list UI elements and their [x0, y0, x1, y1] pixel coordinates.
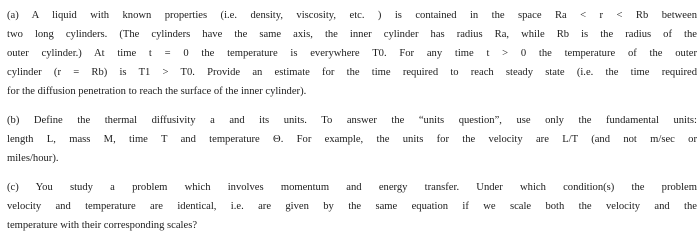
- part-c-paragraph: [7, 178, 697, 235]
- part-a-line: for the diffusion penetration to reach the surface of the inner cylinder).: [7, 86, 307, 97]
- problem-text: [7, 6, 697, 235]
- part-b-line: miles/hour).: [7, 153, 59, 164]
- part-a-line: outer cylinder.) At time t = 0 the temperature is everywhere T0. For any time t > 0 the temperature of the outer: [7, 48, 697, 59]
- part-c-line: (c) You study a problem which involves momentum and energy transfer. Under which condition(s) the problem: [7, 182, 697, 193]
- part-c-line: velocity and temperature are identical, i.e. are given by the same equation if we scale both the velocity and the: [7, 201, 697, 212]
- part-a-line: two long cylinders. (The cylinders have the same axis, the inner cylinder has radius Ra, while Rb is the radius of the: [7, 29, 697, 40]
- part-b-line: (b) Define the thermal diffusivity a and its units. To answer the “units question”, use only the fundamental units:: [7, 115, 697, 126]
- part-a-line: (a) A liquid with known properties (i.e. density, viscosity, etc. ) is contained in the space Ra < r < Rb between: [7, 10, 697, 21]
- part-a-paragraph: [7, 6, 697, 101]
- part-c-line: temperature with their corresponding scales?: [7, 220, 198, 231]
- part-a-line: cylinder (r = Rb) is T1 > T0. Provide an estimate for the time required to reach steady state (i.e. the time required: [7, 67, 697, 78]
- part-b-paragraph: [7, 111, 697, 168]
- part-b-line: length L, mass M, time T and temperature Θ. For example, the units for the velocity are L/T (and not m/sec or: [7, 134, 697, 145]
